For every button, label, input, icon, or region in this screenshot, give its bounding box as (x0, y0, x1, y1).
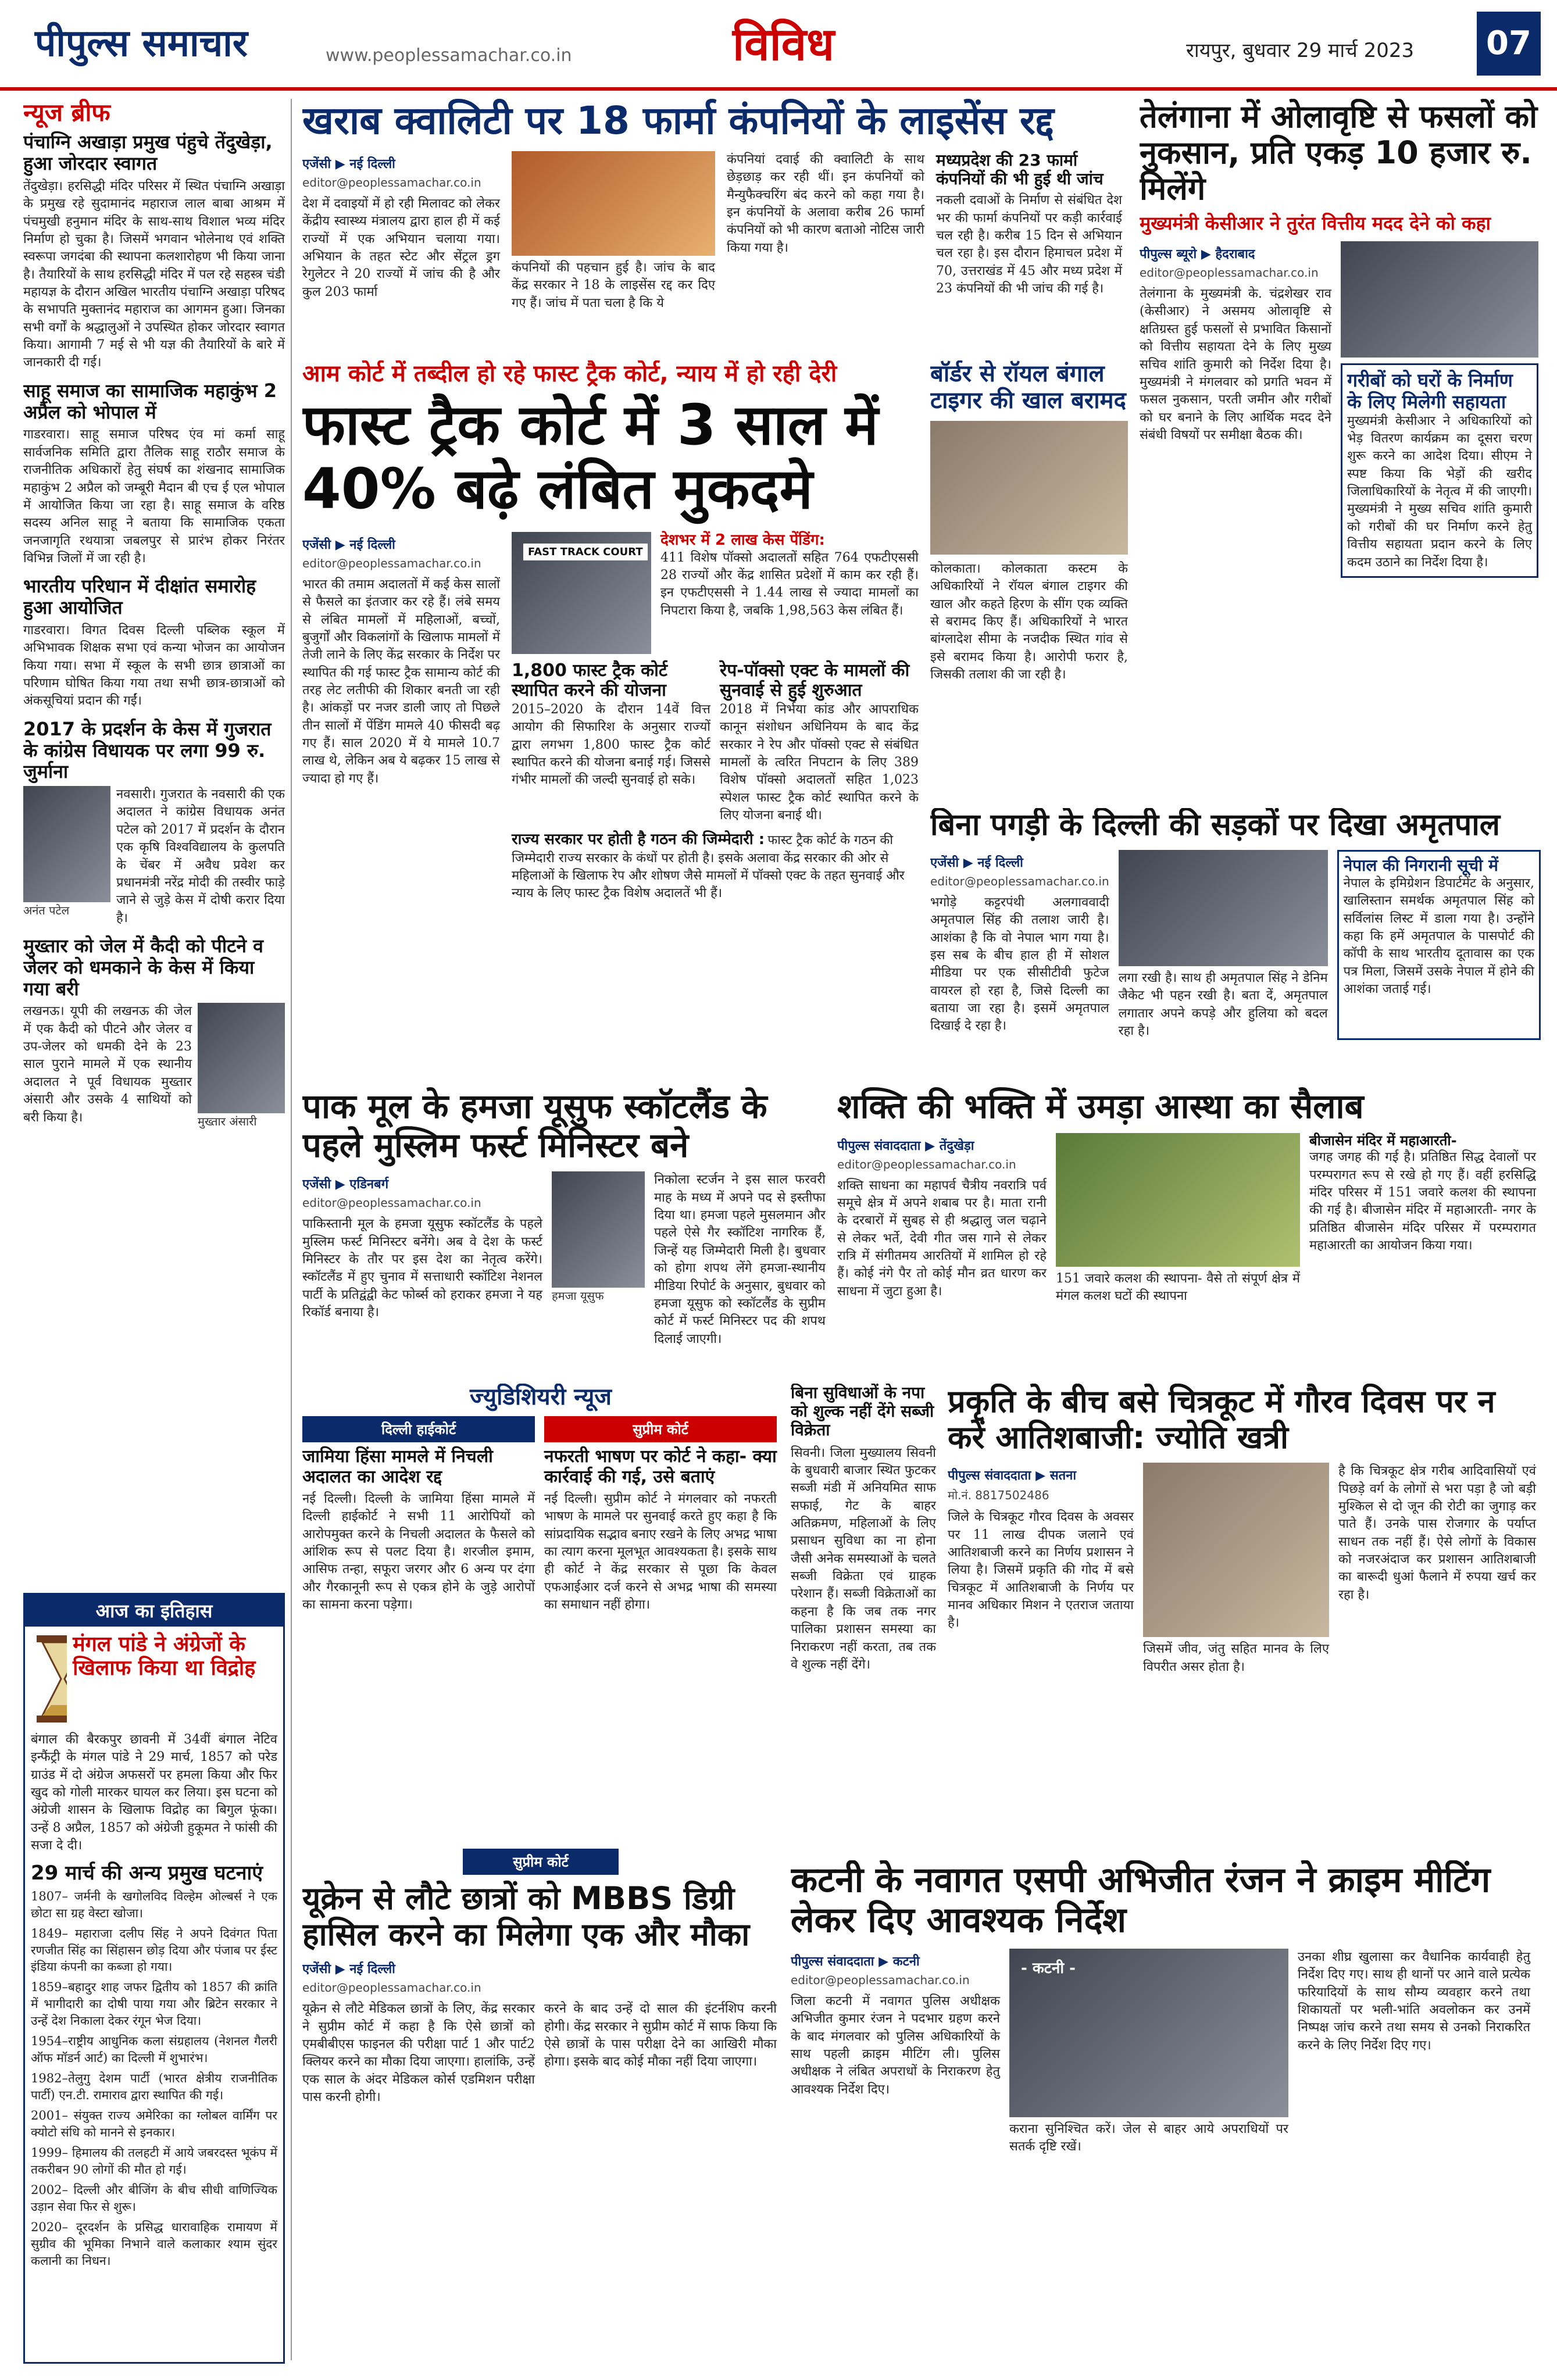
pharma-article (302, 99, 1128, 355)
sc-label: सुप्रीम कोर्ट (544, 1416, 777, 1442)
history-title: मंगल पांडे ने अंग्रेजों के खिलाफ किया था विद्रोह (73, 1632, 256, 1681)
hate-speech-headline: नफरती भाषण पर कोर्ट ने कहा- क्या कार्रवाई की गई, उसे बताएं (544, 1446, 777, 1487)
brief-title-3: भारतीय परिधान में दीक्षांत समारोह हुआ आयोजित (23, 575, 256, 619)
fasttrack-state-title: राज्य सरकार पर होती है गठन की जिम्मेदारी : (512, 831, 765, 849)
brief-title-1: पंचाग्नि अखाड़ा प्रमुख पंहुचे तेंदुखेड़ा, हुआ जोरदार स्वागत (23, 131, 273, 175)
vegetable-body: सिवनी। जिला मुख्यालय सिवनी के बुधवारी बाजार स्थित फुटकर सब्जी मंडी में अनियमित साफ सफाई, गेट के बाहर अतिक्रमण, महिलाओं के लिए प्रसाधन सुविधा का ना होना जैसी अनेक समस्याओं के चलते सब्जी विक्रेता एवं ग्राहक परेशान हैं। सब्जी विक्रेताओं का कहना है कि जब तक नगर पालिका प्रशासन समस्या का निराकरण नहीं करता, तब तक वे शुल्क नहीं देंगे। (791, 1445, 936, 1672)
fasttrack-email[interactable]: editor@peoplessamachar.co.in (302, 556, 481, 570)
brief-title-5: मुख्तार को जेल में कैदी को पीटने व जेलर को धमकाने के केस में किया गया बरी (23, 934, 263, 1000)
mla-caption: अनंत पटेल (23, 903, 70, 918)
sc-label-2: सुप्रीम कोर्ट (463, 1849, 619, 1875)
katni-article (791, 1860, 1541, 2360)
chitrakoot-article (948, 1384, 1541, 1849)
amritpal-box-title: नेपाल की निगरानी सूची में (1343, 855, 1498, 875)
katni-caption: कराना सुनिश्चित करें। जेल से बाहर आये अपराधियों पर सतर्क दृष्टि रखें। (1009, 2122, 1288, 2154)
tiger-headline: बॉर्डर से रॉयल बंगाल टाइगर की खाल बरामद (930, 360, 1126, 414)
fasttrack-pocso-body: 2018 में निर्भया कांड और आपराधिक कानून संशोधन अधिनियम के बाद केंद्र सरकार ने रेप और पॉक्सो एक्ट से संबंधित मामलों के त्वरित निपटान के लिए 389 विशेष पॉक्सो अदालतों सहित 1,023 स्पेशल फास्ट ट्रैक कोर्ट स्थापित करने के लिए योजना बनाई थी। (720, 702, 919, 823)
cctv-photo (1119, 850, 1328, 966)
brief-body-5: लखनऊ। यूपी की लखनऊ की जेल में एक कैदी को पीटने और जेलर व उप-जेलर को धमकी देने के 23 साल पुराने मामले में एक स्थानीय अदालत ने पूर्व विधायक मुख्तार अंसारी और उसके 4 साथियों को बरी किया है। (23, 1004, 192, 1125)
chitrakoot-byline: पीपुल्स संवाददाता ▶ सतना (948, 1468, 1077, 1484)
mla-photo (23, 786, 110, 902)
telangana-box-body: मुख्यमंत्री केसीआर ने अधिकारियों को भेड़ वितरण कार्यक्रम का दूसरा चरण शुरू करने का आदेश दिया। सीएम ने स्पष्ट किया कि भेड़ों की खरीद जिलाधिकारियों के नेतृत्व में की जाएगी। मुख्यमंत्री ने मुख्य सचिव शांति कुमारी को गरीबों की घर निर्माण करने हेतु वित्तीय सहायता प्रदान करने के लिए कदम उठाने का निर्देश दिया है। (1347, 413, 1532, 570)
section-title: विविध (733, 19, 835, 71)
jamia-body: नई दिल्ली। दिल्ली के जामिया हिंसा मामले में दिल्ली हाईकोर्ट ने सभी 11 आरोपियों को आरोपमुक्त करने के निचली अदालत के फैसले को आंशिक रूप से पलट दिया है। शरजील इमाम, आसिफ तन्हा, सफूरा जरगर और 6 अन्य पर दंगा और गैरकानूनी रूप से एकत्र होने के जुड़े आरोपों का सामना करना पड़ेगा। (302, 1492, 535, 1613)
issue-date: रायपुर, बुधवार 29 मार्च 2023 (1186, 39, 1415, 62)
ukraine-body: यूक्रेन से लौटे मेडिकल छात्रों के लिए, केंद्र सरकार ने सुप्रीम कोर्ट में कहा है कि ऐसे छात्रों को एमबीबीएस फाइनल की परीक्षा पार्ट 1 और पार्ट2 क्लियर करने का मौका दिया जाएगा। हालांकि, उन्हें एक साल के अंदर मेडिकल कोर्स एडमिशन परीक्षा पास करनी होगी। (302, 2002, 535, 2104)
history-events-list (25, 1888, 283, 2270)
judiciary-label: ज्युडिशियरी न्यूज (470, 1384, 612, 1410)
telangana-article (1140, 99, 1541, 802)
fasttrack-headline: फास्ट ट्रैक कोर्ट में 3 साल में 40% बढ़े लंबित मुकदमे (302, 392, 879, 522)
navratri-caption: 151 जवारे कलश की स्थापना- वैसे तो संपूर्ण क्षेत्र में मंगल कलश घटों की स्थापना (1056, 1271, 1300, 1304)
tiger-body: कोलकाता। कोलकाता कस्टम के अधिकारियों ने रॉयल बंगाल टाइगर की खाल और कहते हिरण के सींग एक व्यक्ति से बरामद किए हैं। अधिकारियों ने भारत बांग्लादेश सीमा के नजदीक स्थित गांव से इसे बरामद किया है। आरोपी फरार है, जिसकी तलाश की जा रही है। (930, 562, 1128, 682)
fasttrack-state-body: फास्ट ट्रैक कोर्ट के गठन की जिम्मेदारी राज्य सरकार के कंधों पर होती है। इसके अलावा केंद्र सरकार की ओर से महिलाओं के खिलाफ रेप और शोषण जैसे मामलों में पॉक्सो एक्ट के तहत सुनवाई और न्याय के लिए फास्ट ट्रैक विशेष अदालतें भी हैं। (512, 833, 905, 901)
history-event: 1954–राष्ट्रीय आधुनिक कला संग्रहालय (नेशनल गैलरी ऑफ मॉडर्न आर्ट) का दिल्ली में शुभारंभ। (31, 2034, 277, 2065)
brief-title-4: 2017 के प्रदर्शन के केस में गुजरात के कांग्रेस विधायक पर लगा 99 रु. जुर्माना (23, 717, 272, 783)
history-event: 1859–बहादुर शाह जफर द्वितीय को 1857 की क्रांति में भागीदारी का दोषी पाया गया और ब्रिटेन सरकार ने उन्हें देश निकाला देकर रंगून भेज दिया। (31, 1980, 277, 2028)
brief-body-4: नवसारी। गुजरात के नवसारी की एक अदालत ने कांग्रेस विधायक अनंत पटेल को 2017 में प्रदर्शन के दौरान एक कृषि विश्वविद्यालय के कुलपति के चेंबर में अवैध प्रवेश कर प्रधानमंत्री नरेंद्र मोदी की तस्वीर फाड़े जाने से जुड़े केस में दोषी करार दिया है। (116, 787, 285, 925)
amritpal-headline: बिना पगड़ी के दिल्ली की सड़कों पर दिखा अमृतपाल (930, 808, 1501, 842)
mp-pharma-body: नकली दवाओं के निर्माण से संबंधित देश भर की फार्मा कंपनियों पर कड़ी कार्रवाई चल रही है। करीब 15 दिन से अभियान चल रहा है। इस दौरान हिमाचल प्रदेश में 70, उत्तराखंड में 45 और मध्य प्रदेश में 23 कंपनियों की भी जांच की गई है। (936, 193, 1122, 296)
telangana-kicker: मुख्यमंत्री केसीआर ने तुरंत वित्तीय मदद देने को कहा (1140, 212, 1491, 235)
scotland-byline: एजेंसी ▶ एडिनबर्ग (302, 1177, 389, 1192)
fasttrack-article (302, 360, 919, 977)
telangana-byline: पीपुल्स ब्यूरो ▶ हैदराबाद (1140, 247, 1255, 262)
history-event: 1982–तेलुगु देशम पार्टी (भारत क्षेत्रीय राजनीतिक पार्टी) एन.टी. रामाराव द्वारा स्थापित की गई। (31, 2071, 277, 2103)
ukraine-byline: एजेंसी ▶ नई दिल्ली (302, 1962, 395, 1977)
tiger-article (930, 360, 1128, 802)
history-event: 1849– महाराजा दलीप सिंह ने अपने दिवंगत पिता रणजीत सिंह का सिंहासन छोड़ दिया और पंजाब पर ईस्ट इंडिया कंपनी का कब्जा हो गया। (31, 1926, 277, 1974)
history-box (23, 1593, 285, 2364)
jawara-kalash-photo (1056, 1133, 1300, 1267)
telangana-box-title: गरीबों को घरों के निर्माण के लिए मिलेगी सहायता (1347, 369, 1513, 413)
mukhtar-caption: मुख्तार अंसारी (198, 1114, 257, 1129)
humza-yousaf-photo (552, 1171, 645, 1288)
scotland-email[interactable]: editor@peoplessamachar.co.in (302, 1196, 481, 1210)
navratri-article (837, 1087, 1541, 1372)
fasttrack-pocso-title: रेप-पॉक्सो एक्ट के मामलों की सुनवाई से हुई शुरुआत (720, 660, 910, 701)
pharma-body-2: कंपनियां दवाई की क्वालिटी के साथ छेड़छाड़ कर रही थीं। इन कंपनियों को मैन्युफैक्चरिंग बंद करने को कहा गया है। इन कंपनियों के अलावा करीब 26 फार्मा कंपनियों को भी कारण बताओ नोटिस जारी किया गया है। (727, 152, 924, 255)
scotland-body-2: निकोला स्टर्जन ने इस साल फरवरी माह के मध्य में अपने पद से इस्तीफा दिया था। हमजा पहले मुसलमान और पहले ऐसे गैर स्कॉटिश नागरिक हैं, जिन्हें यह जिम्मेदारी मिली है। बुधवार को होगा शपथ लेंगे हमजा-स्थानीय मीडिया रिपोर्ट के अनुसार, बुधवार को हमजा यूसुफ को स्कॉटलैंड के सुप्रीम कोर्ट में फर्स्ट मिनिस्टर पद की शपथ दिलाई जाएगी। (654, 1173, 826, 1346)
court-sign: FAST TRACK COURT (523, 544, 648, 560)
fasttrack-court-photo (512, 532, 651, 654)
chitrakoot-headline: प्रकृति के बीच बसे चित्रकूट में गौरव दिवस पर न करें आतिशबाजी: ज्योति खत्री (948, 1384, 1495, 1456)
navratri-byline: पीपुल्स संवाददाता ▶ तेंदुखेड़ा (837, 1138, 974, 1153)
navratri-headline: शक्ति की भक्ति में उमड़ा आस्था का सैलाब (837, 1087, 1364, 1126)
amritpal-article (930, 808, 1541, 1075)
katni-body: जिला कटनी में नवागत पुलिस अधीक्षक अभिजीत कुमार रंजन ने पदभार ग्रहण करने के बाद मंगलवार को पुलिस अधिकारियों के साथ पहली क्राइम मीटिंग ली। पुलिस अधीक्षक ने लंबित अपराधों के निराकरण हेतु आवश्यक निर्देश दिए। (791, 1994, 1000, 2097)
fasttrack-byline: एजेंसी ▶ नई दिल्ली (302, 537, 395, 552)
katni-byline: पीपुल्स संवाददाता ▶ कटनी (791, 1954, 920, 1969)
katni-email[interactable]: editor@peoplessamachar.co.in (791, 1973, 970, 1987)
amritpal-byline: एजेंसी ▶ नई दिल्ली (930, 855, 1023, 870)
history-event: 2002– दिल्ली और बीजिंग के बीच सीधी वाणिज्यिक उड़ान सेवा फिर से शुरू। (31, 2183, 277, 2214)
pharma-byline: एजेंसी ▶ नई दिल्ली (302, 156, 395, 171)
mp-pharma-title: मध्यप्रदेश की 23 फार्मा कंपनियों की भी हुई थी जांच (936, 150, 1104, 189)
chitrakoot-phone[interactable]: मो.नं. 8817502486 (948, 1488, 1049, 1503)
fasttrack-stat-title: देशभर में 2 लाख केस पेंडिंग: (660, 531, 825, 549)
katni-body-2: उनका शीघ्र खुलासा कर वैधानिक कार्यवाही हेतु निर्देश दिए गए। साथ ही थानों पर आने वाले प्रत्येक फरियादियों के साथ सौम्य व्यवहार करने तथा शिकायतों पर भली-भांति अवलोकन कर उनमें निष्पक्ष जांच करने तथा समय से उनको निराकरित करने के लिए निर्देश दिए गए। (1298, 1950, 1530, 2053)
navratri-subhead: बीजासेन मंदिर में महाआरती- (1309, 1132, 1457, 1149)
hourglass-icon (31, 1632, 67, 1725)
pharma-caption: कंपनियों की पहचान हुई है। जांच के बाद केंद्र सरकार ने 18 के लाइसेंस रद्द कर दिए गए हैं। जांच में पता चला है कि ये (512, 260, 715, 310)
fasttrack-scheme-title: 1,800 फास्ट ट्रैक कोर्ट स्थापित करने की योजना (512, 660, 668, 701)
navratri-body-2: जगह जगह की गई है। प्रतिष्ठित सिद्ध देवालों पर परम्परागत रूप से रखे हो गए हैं। वहीं हरसिद्धि मंदिर परिसर में 151 जवारे कलश की स्थापना की गई है। बीजासेन मंदिर में महाआरती- नगर के प्रतिष्ठित बीजासेन मंदिर परिसर में परम्परागत महाआरती का आयोजन किया गया। (1309, 1150, 1536, 1253)
amritpal-box-body: नेपाल के इमिग्रेशन डिपार्टमेंट के अनुसार, खालिस्तान समर्थक अमृतपाल सिंह को सर्विलांस लिस्ट में डाला गया है। उन्होंने कहा कि हमें अमृतपाल के पासपोर्ट की कॉपी के साथ भारतीय दूतावास का एक पत्र मिला, जिसमें उसके नेपाल में होने की आशंका जताई गई। (1343, 875, 1534, 997)
fasttrack-stat-body: 411 विशेष पॉक्सो अदालतों सहित 764 एफटीएससी 28 राज्यों और केंद्र शासित प्रदेशों में काम कर रही हैं। इन एफटीएससी ने 1.44 लाख से ज्यादा मामलों का निपटारा किया है, जबकि 1,98,563 केस लंबित हैं। (660, 550, 919, 618)
hate-speech-body: नई दिल्ली। सुप्रीम कोर्ट ने मंगलवार को नफरती भाषण के मामले पर सुनवाई करते हुए कहा है कि सांप्रदायिक सद्भाव बनाए रखने के लिए अभद्र भाषा का त्याग करना मूलभूत आवश्यकता है। इसके साथ ही कोर्ट ने केंद्र सरकार से पूछा कि केवल एफआईआर दर्ज करने से अभद्र भाषा की समस्या का समाधान नहीं होगा। (544, 1492, 777, 1613)
news-brief-column (23, 99, 285, 1587)
jamia-headline: जामिया हिंसा मामले में निचली अदालत का आदेश रद्द (302, 1446, 493, 1487)
website-url[interactable]: www.peoplessamachar.co.in (326, 45, 572, 66)
chitrakoot-caption: जिसमें जीव, जंतु सहित मानव के लिए विपरीत असर होता है। (1143, 1642, 1329, 1674)
ukraine-article (302, 1849, 779, 2360)
page-number: 07 (1477, 12, 1541, 76)
pharma-email[interactable]: editor@peoplessamachar.co.in (302, 175, 481, 190)
scotland-body: पाकिस्तानी मूल के हमजा यूसुफ स्कॉटलैंड के पहले मुस्लिम फर्स्ट मिनिस्टर बनेंगे। अब वे देश के फर्स्ट मिनिस्टर के तौर पर इस देश का नेतृत्व करेंगे। स्कॉटलैंड में हुए चुनाव में सत्ताधारी स्कॉटिश नेशनल पार्टी के प्रतिद्वंद्वी केट फोर्ब्स को हराकर हमजा ने यह रिकॉर्ड बनाया है। (302, 1217, 542, 1320)
pharma-body-1: देश में दवाइयों में हो रही मिलावट को लेकर केंद्रीय स्वास्थ्य मंत्रालय द्वारा हाल ही में कई राज्यों में एक अभियान चलाया गया। अभियान के तहत स्टेट और सेंट्रल ड्रग रेगुलेटर ने 20 राज्यों में जांच की है और कुल 203 फार्मा (302, 196, 500, 299)
history-event: 2001– संयुक्त राज्य अमेरिका का ग्लोबल वार्मिंग पर क्योटो संधि को मानने से इनकार। (31, 2109, 277, 2140)
history-label: आज का इतिहास (25, 1595, 283, 1627)
history-body: बंगाल की बैरकपुर छावनी में 34वीं बंगाल नेटिव इन्फैंट्री के मंगल पांडे ने 29 मार्च, 1857 को परेड ग्राउंड में दो अंग्रेज अफसरों पर हमला किया और फिर खुद को गोली मारकर घायल कर लिया। इस घटना को अंग्रेजी शासन के खिलाफ विद्रोह का बिगुल फूंका। उन्हें 8 अप्रैल, 1857 को अंग्रेजी हुकूमत ने फांसी की सजा दे दी। (31, 1732, 277, 1853)
judiciary-section (302, 1384, 779, 1837)
mukhtar-photo (198, 1003, 285, 1113)
telangana-headline: तेलंगाना में ओलावृष्टि से फसलों को नुकसान, प्रति एकड़ 10 हजार रु. मिलेंगे (1140, 99, 1538, 208)
amritpal-email[interactable]: editor@peoplessamachar.co.in (930, 874, 1109, 888)
tiger-skin-photo (930, 421, 1128, 555)
ukraine-headline: यूक्रेन से लौटे छात्रों को MBBS डिग्री हासिल करने का मिलेगा एक और मौका (302, 1880, 750, 1953)
scotland-article (302, 1087, 826, 1372)
brief-body-3: गाडरवारा। विगत दिवस दिल्ली पब्लिक स्कूल में अभिभावक शिक्षक सभा एवं कन्या भोजन का आयोजन किया गया। सभा में स्कूल के सभी छात्र छात्राओं का परिणाम घोषित किया गया तथा सभी छात्र-छात्राओं को अंकसूचियां प्रदान की गईं। (23, 623, 285, 709)
hc-label: दिल्ली हाईकोर्ट (302, 1416, 535, 1442)
vegetable-article (791, 1384, 936, 1837)
fasttrack-kicker: आम कोर्ट में तब्दील हो रहे फास्ट ट्रैक कोर्ट, न्याय में हो रही देरी (302, 360, 837, 387)
brief-body-1: तेंदुखेड़ा। हरसिद्धी मंदिर परिसर में स्थित पंचाग्नि अखाड़ा के प्रमुख रहे सुदामानंद महाराज लाल बाबा आश्रम में पंचमुखी हनुमान मंदिर के साथ-साथ विशाल भव्य मंदिर निर्माण हो चुका है। जिसमें भगवान भोलेनाथ एवं शक्ति स्वरूपा जगदंबा की स्थापना कलशारोहण भी किया जाना है। तैयारियों के साथ हरसिद्धी मंदिर में पल रहे सहस्त्र चंडी महायज्ञ के दौरान अखिल भारतीय पंचाग्नि अखाड़ा परिषद के सभापति मुक्तानंद महाराज का आगमन हुआ। जिनका सभी वर्गों के श्रद्धालुओं ने उपस्थित होकर जोरदार स्वागत किया। आगामी 7 मई से भी यज्ञ की तैयारियों के बारे में जानकारी दी गई। (23, 178, 285, 370)
column-divider (291, 99, 292, 2360)
navratri-body: शक्ति साधना का महापर्व चैत्रीय नवरात्रि पर्व समूचे क्षेत्र में अपने शबाब पर है। माता रानी के दरबारों में सुबह से ही श्रद्धालु जल चढ़ाने से लेकर भर्ते, देवी गीत जस गाने से लेकर रात्रि में संगीतमय आरतियों में शामिल हो रहे हैं। कोई नंगे पैर तो कोई मौन व्रत धारण कर साधना में जुटा हुआ है। (837, 1178, 1047, 1299)
humza-caption: हमजा यूसुफ (552, 1289, 604, 1303)
telangana-email[interactable]: editor@peoplessamachar.co.in (1140, 266, 1319, 280)
scotland-headline: पाक मूल के हमजा यूसुफ स्कॉटलैंड के पहले मुस्लिम फर्स्ट मिनिस्टर बने (302, 1087, 767, 1165)
navratri-email[interactable]: editor@peoplessamachar.co.in (837, 1157, 1016, 1171)
telangana-body: तेलंगाना के मुख्यमंत्री के. चंद्रशेखर राव (केसीआर) ने असमय ओलावृष्टि से क्षतिग्रस्त हुई फसलों से प्रभावित किसानों को वित्तीय सहायता देने के लिए मुख्य सचिव शांति कुमारी को निर्देश दिया है। मुख्यमंत्री ने मंगलवार को प्रगति भवन में फसल नुकसान, परती जमीन और गरीबों को घर बनाने के लिए आर्थिक मदद देने संबंधी विषयों पर समीक्षा बैठक की। (1140, 287, 1331, 442)
history-event: 1999– हिमालय की तलहटी में आये जबरदस्त भूकंप में तकरीबन 90 लोगों की मौत हो गई। (31, 2146, 277, 2177)
pharma-headline: खराब क्वालिटी पर 18 फार्मा कंपनियों के लाइसेंस रद्द (302, 99, 1054, 143)
ukraine-email[interactable]: editor@peoplessamachar.co.in (302, 1981, 481, 1995)
chitrakoot-body-2: है कि चित्रकूट क्षेत्र गरीब आदिवासियों एवं पिछड़े वर्ग के लोगों से भरा पड़ा है जो बड़ी मुश्किल से दो जून की रोटी का जुगाड़ कर पाते हैं। उनके पास रोजगार के पर्याप्त साधन तक नहीं हैं। ऐसे लोगों के विकास को नजरअंदाज कर प्रशासन आतिशबाजी का बारूदी धुआं फैलाने में रुपया खर्च कर रहा है। (1338, 1464, 1536, 1602)
katni-photo-banner: - कटनी - (1021, 1960, 1076, 1977)
brief-label: न्यूज ब्रीफ (23, 99, 110, 127)
vegetable-headline: बिना सुविधाओं के नपा को शुल्क नहीं देंगे सब्जी विक्रेता (791, 1384, 934, 1440)
pills-photo (512, 151, 715, 256)
brief-title-2: साहू समाज का सामाजिक महाकुंभ 2 अप्रैल को भोपाल में (23, 379, 277, 423)
amritpal-caption: लगा रखी है। साथ ही अमृतपाल सिंह ने डेनिम जैकेट भी पहन रखी है। बता दें, अमृतपाल लगातार अपने कपड़े और हुलिया को बदल रहा है। (1118, 970, 1328, 1038)
kcr-photo (1341, 241, 1538, 358)
fasttrack-body: भारत की तमाम अदालतों में कई केस सालों से फैसले का इंतजार कर रहे हैं। लंबे समय से लंबित मामलों में महिलाओं, बच्चों, बुजुर्गों और विकलांगों के खिलाफ मामलों में तेजी लाने के लिए केंद्र सरकार के निर्देश पर स्थापित की गई फास्ट ट्रैक सामान्य कोर्ट की तरह लेट लतीफी की शिकार बनती जा रही है। आंकड़ों पर नजर डाली जाए तो पिछले तीन सालों में पेंडिंग मामले 40 फीसदी बढ़ गए हैं। साल 2020 में ये मामले 10.7 लाख थे, लेकिन अब ये बढ़कर 15 लाख से ज्यादा हो गए हैं। (302, 577, 500, 786)
katni-headline: कटनी के नवागत एसपी अभिजीत रंजन ने क्राइम मीटिंग लेकर दिए आवश्यक निर्देश (791, 1860, 1491, 1941)
fasttrack-scheme-body: 2015–2020 के दौरान 14वें वित्त आयोग की सिफारिश के अनुसार राज्यों द्वारा लगभग 1,800 फास्ट ट्रैक कोर्ट स्थापित करने की योजना बनाई गई। जिससे गंभीर मामलों की जल्दी सुनवाई हो सके। (512, 702, 710, 788)
masthead (0, 0, 1557, 91)
history-event: 2020– दूरदर्शन के प्रसिद्ध धारावाहिक रामायण में सुग्रीव की भूमिका निभाने वाले कलाकार श्याम सुंदर कलानी का निधन। (31, 2220, 277, 2268)
chitrakoot-body: जिले के चित्रकूट गौरव दिवस के अवसर पर 11 लाख दीपक जलाने एवं आतिशबाजी करने का निर्णय प्रशासन ने लिया है। जिसमें प्रकृति की गोद में बसे चित्रकूट में आतिशबाजी के निर्णय पर मानव अधिकार मिशन ने एतराज जताया है। (948, 1510, 1134, 1631)
history-event: 1807– जर्मनी के खगोलविद विल्हेम ओल्बर्स ने एक छोटा सा ग्रह वेस्टा खोजा। (31, 1889, 277, 1920)
history-list-title: 29 मार्च की अन्य प्रमुख घटनाएं (31, 1861, 263, 1885)
brief-body-2: गाडरवारा। साहू समाज परिषद एंव मां कर्मा साहू सार्वजनिक समिति द्वारा तैलिक साहू राठौर समाज के राजनीतिक अधिकारों हेतु संघर्ष का शंखनाद सामाजिक महाकुंभ 2 अप्रैल को जम्बूरी मैदान बी एच ई एल भोपाल में आयोजित किया जा रहा है। साहू समाज के वरिष्ठ सदस्य अनिल साहू ने बताया कि सामाजिक एकता जनजागृति रथयात्रा जबलपुर से प्रारंभ होकर निरंतर विभिन्न जिलों में जा रही है। (23, 427, 285, 566)
jyoti-khatri-photo (1143, 1463, 1329, 1637)
newspaper-brand: पीपुल्स समाचार (35, 22, 248, 65)
ukraine-body-2: करने के बाद उन्हें दो साल की इंटर्नशिप करनी होगी। केंद्र सरकार ने सुप्रीम कोर्ट में साफ किया कि ऐसे छात्रों के पास परीक्षा देने का आखिरी मौका होगा। इसके बाद कोई मौका नहीं दिया जाएगा। (544, 2002, 777, 2070)
amritpal-body: भगोड़े कट्टरपंथी अलगाववादी अमृतपाल सिंह की तलाश जारी है। आशंका है कि वो नेपाल भाग गया है। इस सब के बीच हाल ही में सोशल मीडिया पर एक सीसीटीवी फुटेज वायरल हो रहा है, जिसे दिल्ली का बताया जा रहा है। इसमें अमृतपाल दिखाई दे रहा है। (930, 895, 1109, 1034)
sp-meeting-photo (1009, 1949, 1288, 2117)
